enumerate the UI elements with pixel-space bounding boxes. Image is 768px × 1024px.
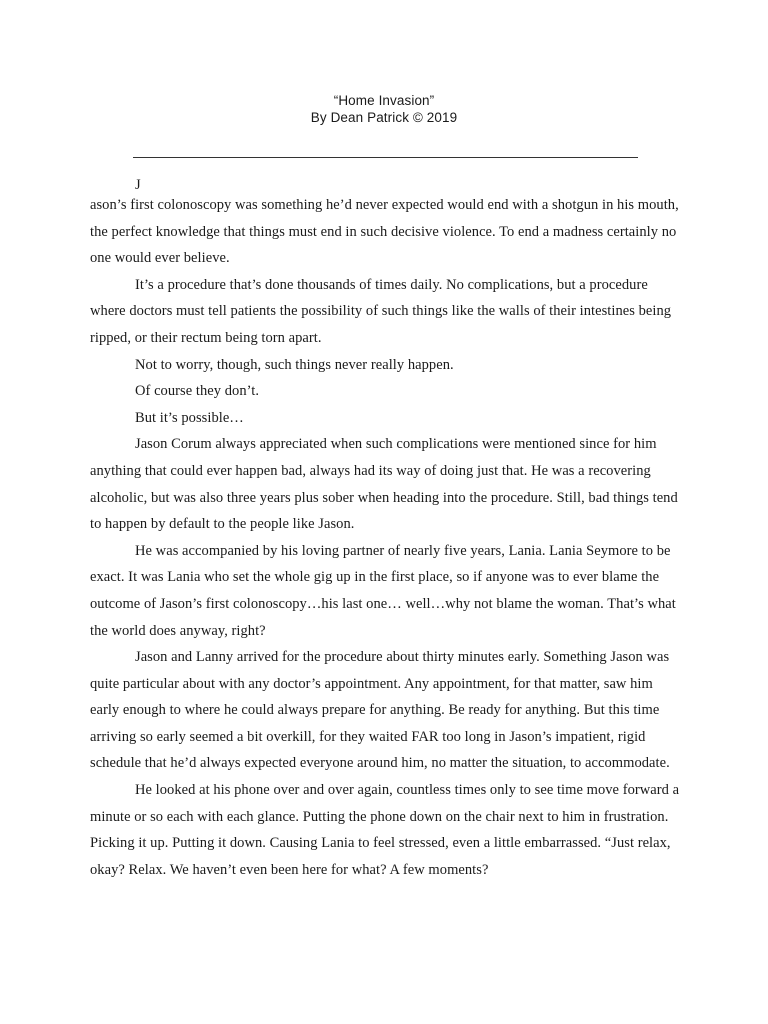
author-byline: By Dean Patrick © 2019 — [310, 110, 458, 125]
paragraph-6: Jason Corum always appreciated when such complications were mentioned since for him anything that could ever happen bad, always had its way of doing just that. He was a recovering alcoholic, but was also three years plus sober when heading into the procedure. Still, bad things tend to happen by default to the people like Jason. — [90, 436, 678, 533]
paragraph-7: He was accompanied by his loving partner of nearly five years, Lania. Lania Seymore to be exact. It was Lania who set the whole gig up in the first place, so if anyone was to ever blame the outcome of Jason’s first colonoscopy…his last one… well…why not blame the woman. That’s what the world does anyway, right? — [90, 542, 676, 639]
story-title: “Home Invasion” — [333, 93, 435, 108]
paragraph-4: Of course they don’t. — [135, 383, 260, 400]
paragraph-8: Jason and Lanny arrived for the procedure about thirty minutes early. Something Jason was quite particular about with any doctor’s appointment. Any appointment, for that matter, saw him early enough to where he could always prepare for anything. Be ready for anything. But this time arriving so early seemed a bit overkill, for they waited FAR too long in Jason’s impatient, rigid schedule that he’d always expected everyone around him, no matter the situation, to accommodate. — [90, 649, 670, 772]
paragraph-2: It’s a procedure that’s done thousands of times daily. No complications, but a procedure where doctors must tell patients the possibility of such things like the walls of their intestines being ripped, or their rectum being torn apart. — [90, 276, 672, 346]
horizontal-rule — [133, 157, 638, 158]
story-body — [90, 192, 680, 883]
drop-cap-letter: J — [135, 177, 141, 193]
paragraph-3: Not to worry, though, such things never really happen. — [135, 356, 454, 373]
paragraph-5: But it’s possible… — [135, 409, 244, 426]
paragraph-9: He looked at his phone over and over again, countless times only to see time move forward a minute or so each with each glance. Putting the phone down on the chair next to him in frustration. Picking it up. Putting it down. Causing Lania to feel stressed, even a little embarrassed. “Just relax, okay? Relax. We haven’t even been here for what? A few moments? — [90, 782, 680, 878]
paragraph-1: ason’s first colonoscopy was something he’d never expected would end with a shotgun in his mouth, the perfect knowledge that things must end in such decisive violence. To end a madness certainly no one would ever believe. — [90, 197, 679, 267]
